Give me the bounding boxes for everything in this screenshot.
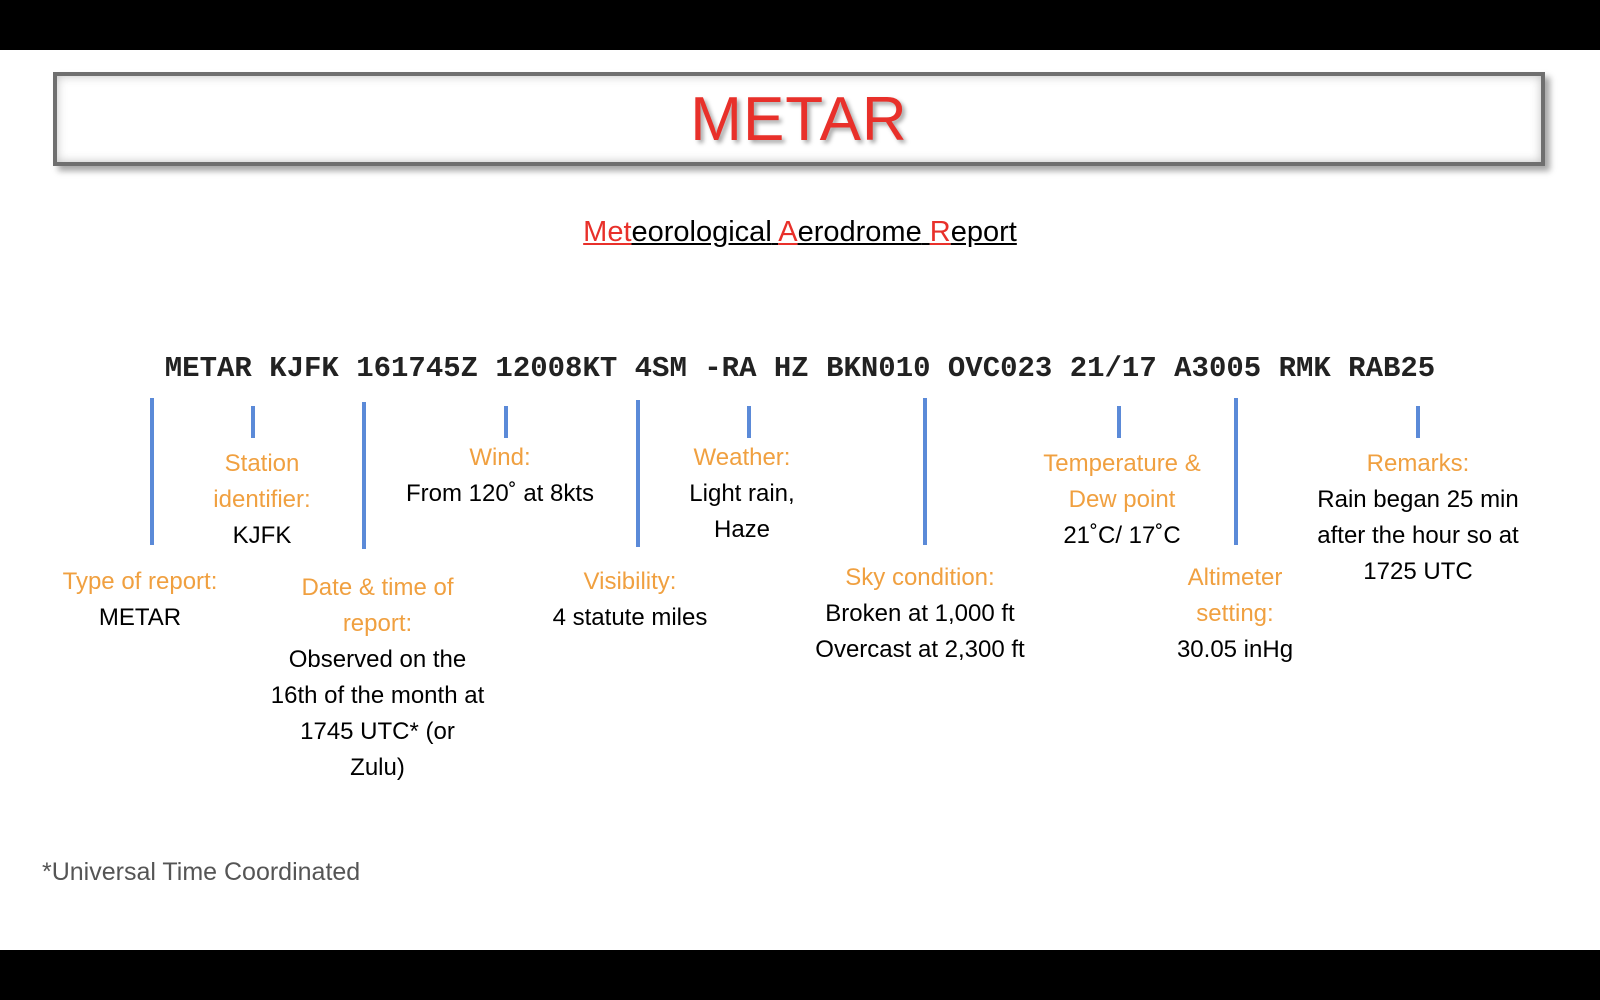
connector-datetime: [362, 402, 366, 549]
label-datetime-value: Observed on the 16th of the month at 1745 UTC* (or Zulu): [270, 646, 485, 781]
label-sky-value: Broken at 1,000 ft Overcast at 2,300 ft: [815, 600, 1025, 663]
connector-remarks: [1416, 406, 1420, 438]
connector-type: [150, 398, 154, 545]
label-altimeter-setting: [1155, 560, 1315, 668]
metar-code-string: METAR KJFK 161745Z 12008KT 4SM -RA HZ BKN010 OVC023 21/17 A3005 RMK RAB25: [164, 352, 1436, 385]
label-station-identifier: [187, 446, 337, 554]
label-altimeter-value: 30.05 inHg: [1176, 636, 1294, 663]
label-visibility: [520, 564, 740, 636]
label-remarks-value: Rain began 25 min after the hour so at 1725 UTC: [1317, 486, 1519, 585]
label-remarks: [1308, 446, 1528, 590]
label-temperature-heading: Temperature & Dew point: [1043, 450, 1201, 513]
label-sky-condition: [790, 560, 1050, 668]
subtitle-part-met: Met: [583, 216, 632, 248]
label-datetime-heading: Date & time of report:: [301, 574, 454, 637]
label-wind-heading: Wind:: [469, 444, 531, 471]
title-box: [53, 72, 1545, 166]
label-temperature-value: 21˚C/ 17˚C: [1063, 522, 1181, 549]
subtitle-part-a: A: [778, 216, 798, 248]
label-remarks-heading: Remarks:: [1366, 450, 1470, 477]
connector-wind: [504, 406, 508, 438]
footnote: *Universal Time Coordinated: [42, 858, 361, 886]
label-station-heading: Station identifier:: [213, 450, 311, 513]
label-wind-value: From 120˚ at 8kts: [405, 480, 595, 507]
label-altimeter-heading: Altimeter setting:: [1187, 564, 1283, 627]
label-wind: [385, 440, 615, 512]
subtitle-part-eorological: eorological: [631, 216, 772, 248]
connector-station: [251, 406, 255, 438]
label-type-of-report: [40, 564, 240, 636]
subtitle-space: [922, 216, 930, 248]
subtitle-part-eport: eport: [950, 216, 1017, 248]
page-title: METAR: [690, 85, 908, 154]
label-type-value: METAR: [98, 604, 182, 631]
connector-temperature: [1117, 406, 1121, 438]
connector-weather: [747, 406, 751, 438]
connector-visibility: [636, 400, 640, 547]
slide: [0, 50, 1600, 950]
label-station-value: KJFK: [232, 522, 292, 549]
label-weather-value: Light rain, Haze: [689, 480, 795, 543]
label-visibility-value: 4 statute miles: [552, 604, 708, 631]
subtitle-part-r: R: [929, 216, 951, 248]
connector-altimeter: [1234, 398, 1238, 545]
label-temperature-dew-point: [1032, 446, 1212, 554]
label-weather: [667, 440, 817, 548]
label-type-heading: Type of report:: [62, 568, 218, 595]
label-date-time: [270, 570, 485, 786]
subtitle-part-erodrome: erodrome: [797, 216, 922, 248]
label-sky-heading: Sky condition:: [845, 564, 995, 591]
label-visibility-heading: Visibility:: [583, 568, 677, 595]
subtitle: [0, 216, 1600, 249]
label-weather-heading: Weather:: [693, 444, 791, 471]
connector-sky: [923, 398, 927, 545]
